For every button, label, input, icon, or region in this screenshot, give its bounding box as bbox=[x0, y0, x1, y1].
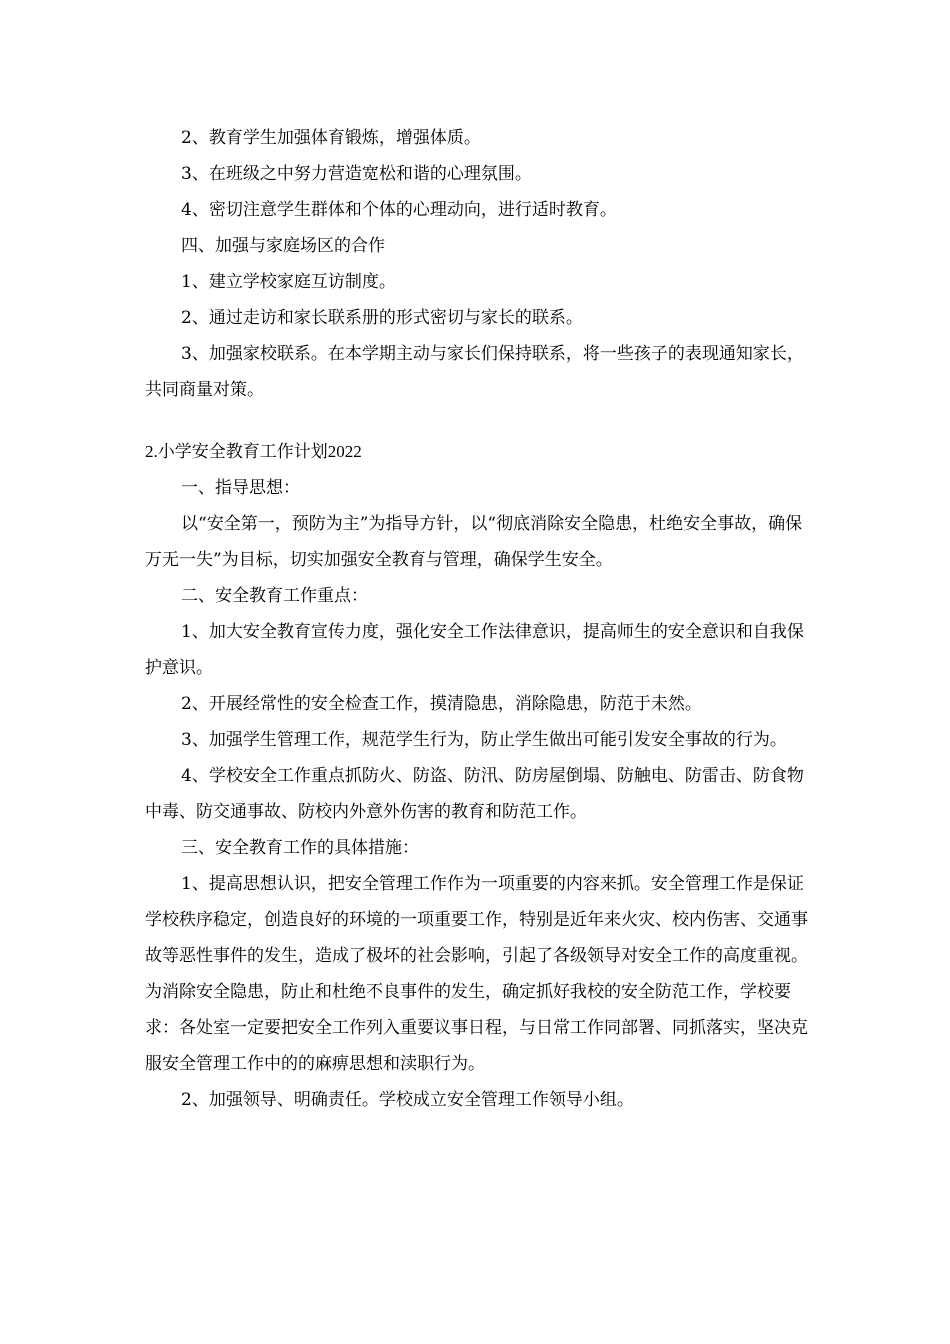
section-heading: 四、加强与家庭场区的合作 bbox=[181, 236, 385, 256]
list-item: 2、开展经常性的安全检查工作，摸清隐患，消除隐患，防范于未然。 bbox=[181, 694, 702, 714]
list-item: 4、学校安全工作重点抓防火、防盗、防汛、防房屋倒塌、防触电、防雷击、防食物中毒、防交通事故、防校内外意外伤害的教育和防范工作。 bbox=[145, 766, 804, 822]
paragraph: 以“安全第一，预防为主”为指导方针，以“彻底消除安全隐患，杜绝安全事故，确保万无一失”为目标，切实加强安全教育与管理，确保学生安全。 bbox=[145, 514, 803, 570]
list-item: 2、通过走访和家长联系册的形式密切与家长的联系。 bbox=[181, 308, 583, 328]
list-item: 2、教育学生加强体育锻炼，增强体质。 bbox=[181, 128, 481, 148]
section-heading: 二、安全教育工作重点： bbox=[181, 586, 368, 606]
list-item: 4、密切注意学生群体和个体的心理动向，进行适时教育。 bbox=[181, 200, 617, 220]
section-heading: 三、安全教育工作的具体措施： bbox=[181, 838, 419, 858]
document-body bbox=[145, 120, 810, 1118]
list-item: 1、加大安全教育宣传力度，强化安全工作法律意识，提高师生的安全意识和自我保护意识。 bbox=[145, 622, 804, 678]
document-section-title: 2.小学安全教育工作计划2022 bbox=[145, 442, 362, 461]
list-item: 3、加强家校联系。在本学期主动与家长们保持联系，将一些孩子的表现通知家长，共同商量对策。 bbox=[145, 344, 804, 400]
list-item: 3、加强学生管理工作，规范学生行为，防止学生做出可能引发安全事故的行为。 bbox=[181, 730, 787, 750]
list-item: 1、提高思想认识，把安全管理工作作为一项重要的内容来抓。安全管理工作是保证学校秩序稳定，创造良好的环境的一项重要工作，特别是近年来火灾、校内伤害、交通事故等恶性事件的发生，造成了极坏的社会影响，引起了各级领导对安全工作的高度重视。为消除安全隐患，防止和杜绝不良事件的发生，确定抓好我校的安全防范工作，学校要求：各处室一定要把安全工作列入重要议事日程，与日常工作同部署、同抓落实，坚决克服安全管理工作中的的麻痹思想和渎职行为。 bbox=[145, 874, 808, 1074]
list-item: 3、在班级之中努力营造宽松和谐的心理氛围。 bbox=[181, 164, 532, 184]
list-item: 1、建立学校家庭互访制度。 bbox=[181, 272, 396, 292]
section-heading: 一、指导思想： bbox=[181, 478, 300, 498]
list-item: 2、加强领导、明确责任。学校成立安全管理工作领导小组。 bbox=[181, 1090, 634, 1110]
